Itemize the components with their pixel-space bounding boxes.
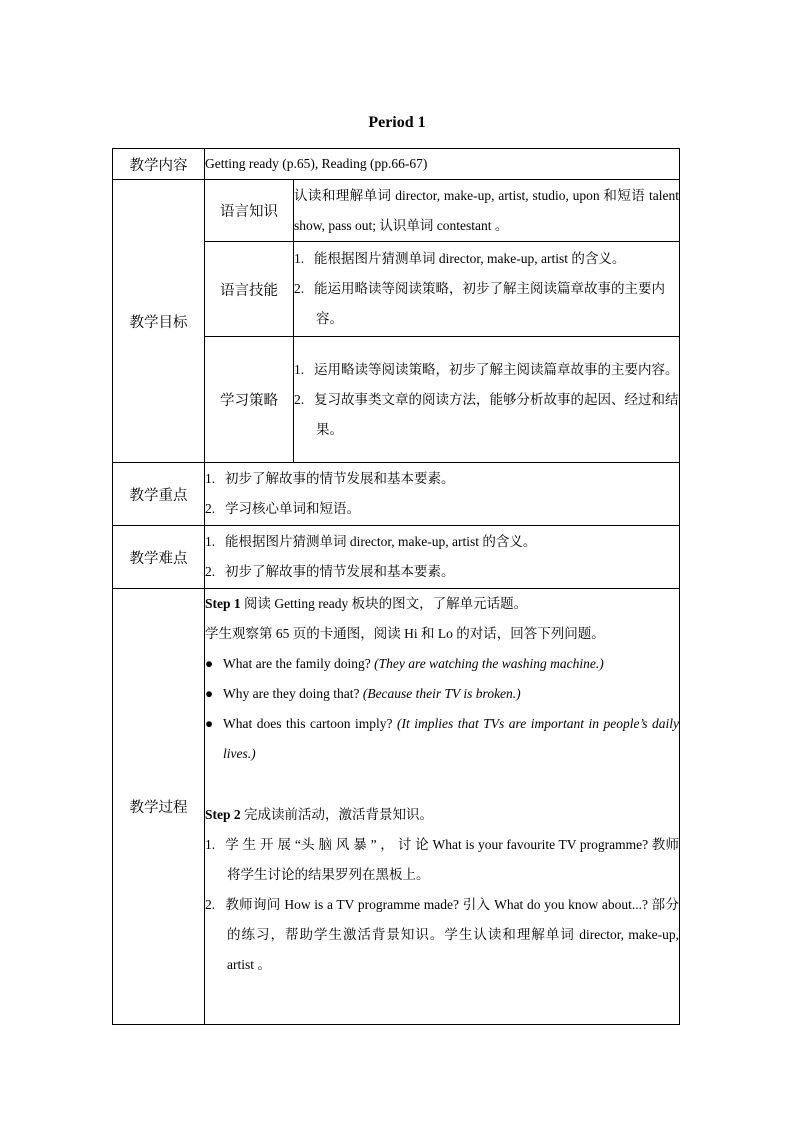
key-points-item: 1. 初步了解故事的情节发展和基本要素。 xyxy=(205,471,455,486)
key-points-item: 2. 学习核心单词和短语。 xyxy=(205,501,360,516)
step1-intro: 学生观察第 65 页的卡通图，阅读 Hi 和 Lo 的对话，回答下列问题。 xyxy=(205,626,605,641)
difficulties-label: 教学难点 xyxy=(113,526,205,589)
process-label: 教学过程 xyxy=(113,589,205,1025)
step2-heading: Step 2 完成读前活动，激活背景知识。 xyxy=(205,807,434,822)
learning-strategy-item: 1. 运用略读等阅读策略，初步了解主阅读篇章故事的主要内容。 xyxy=(294,361,679,377)
language-skills-item: 1. 能根据图片猜测单词 director, make-up, artist 的含义。 xyxy=(294,251,626,266)
language-knowledge-text: 认读和理解单词 director, make-up, artist, studio, upon 和短语 talent show, pass out; 认识单词 contestant 。 xyxy=(294,180,680,242)
language-knowledge-label: 语言知识 xyxy=(205,180,294,242)
row-difficulties xyxy=(113,526,680,589)
lesson-plan-table xyxy=(112,148,680,1025)
row-language-knowledge xyxy=(113,180,680,242)
spacer xyxy=(205,769,679,800)
page-title: Period 1 xyxy=(368,114,426,131)
step1-heading: Step 1 阅读 Getting ready 板块的图文，了解单元话题。 xyxy=(205,596,528,611)
learning-strategy-label: 学习策略 xyxy=(205,337,294,463)
difficulties-item: 2. 初步了解故事的情节发展和基本要素。 xyxy=(205,564,455,579)
difficulties-item: 1. 能根据图片猜测单词 director, make-up, artist 的含义。 xyxy=(205,534,537,549)
step2-item: 1. 学 生 开 展 “头 脑 风 暴 ” ， 讨 论 What is your favourite TV programme? 教师将学生讨论的结果罗列在黑板上。 xyxy=(205,837,679,882)
row-content xyxy=(113,149,680,180)
step2-item: 2. 教师询问 How is a TV programme made? 引入 What do you know about...? 部分的练习，帮助学生激活背景知识。学生认读和理解单词 director, make-up, artist 。 xyxy=(205,897,679,972)
language-skills-item: 2. 能运用略读等阅读策略，初步了解主阅读篇章故事的主要内容。 xyxy=(294,281,665,326)
content-value: Getting ready (p.65), Reading (pp.66-67) xyxy=(205,149,680,180)
step1-question: ● What does this cartoon imply? (It implies that TVs are important in people’s daily lives.) xyxy=(205,716,679,761)
step1-question: ● What are the family doing? (They are watching the washing machine.) xyxy=(205,656,604,671)
language-skills-label: 语言技能 xyxy=(205,242,294,337)
learning-strategy-item: 2. 复习故事类文章的阅读方法，能够分析故事的起因、经过和结果。 xyxy=(294,391,679,437)
key-points-label: 教学重点 xyxy=(113,463,205,526)
row-key-points xyxy=(113,463,680,526)
step1-question: ● Why are they doing that? (Because their TV is broken.) xyxy=(205,686,521,701)
objectives-label: 教学目标 xyxy=(113,180,205,463)
content-label: 教学内容 xyxy=(113,149,205,180)
row-process xyxy=(113,589,680,1025)
